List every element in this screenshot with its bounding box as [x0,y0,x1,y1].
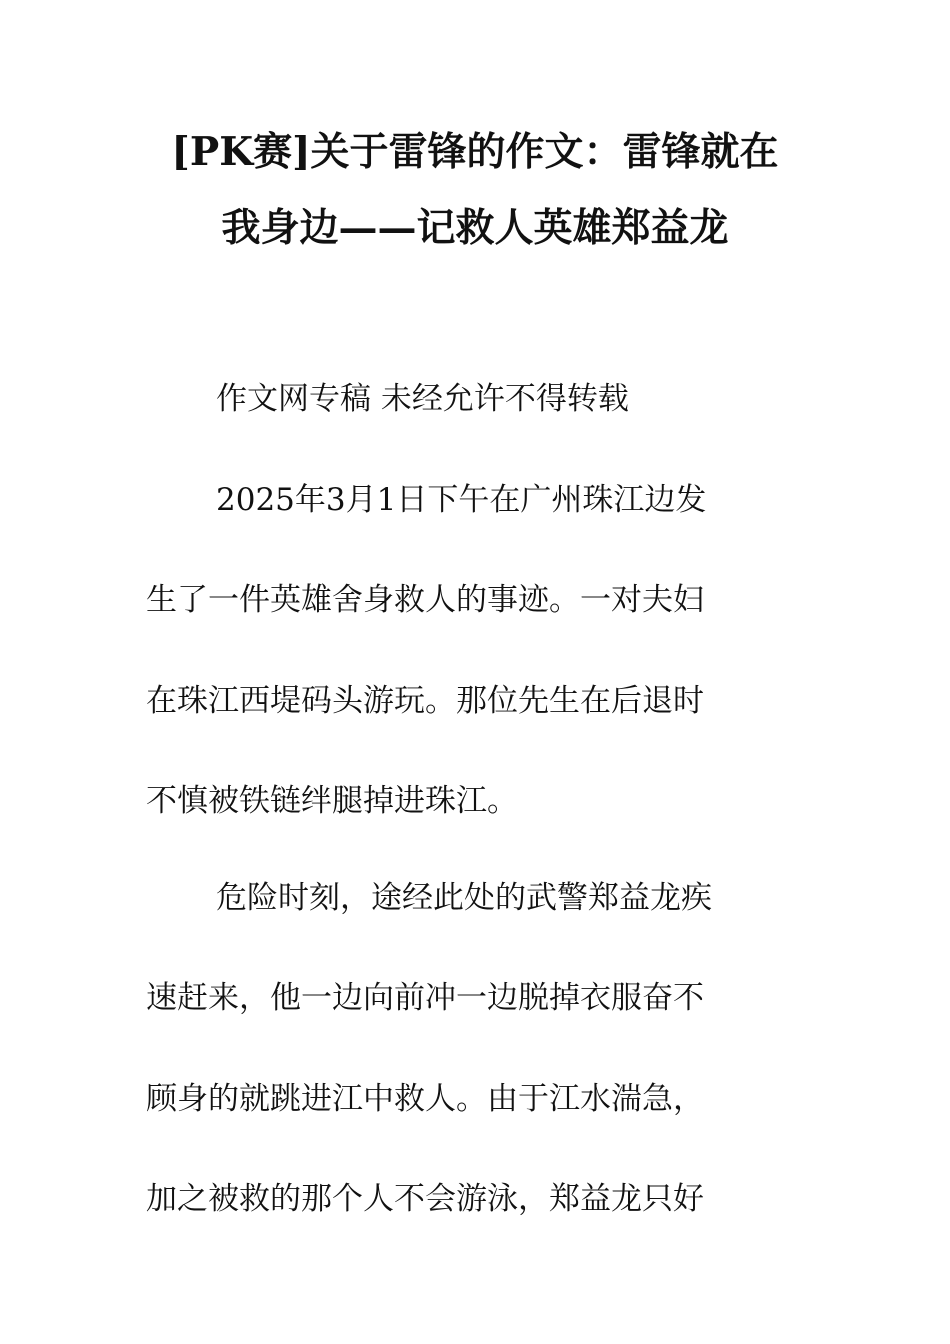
paragraph-line: 顾身的就跳进江中救人。由于江水湍急， [146,1081,704,1117]
title-line-1: [PK赛]关于雷锋的作文：雷锋就在 [171,129,779,175]
paragraph-line: 速赶来，他一边向前冲一边脱掉衣服奋不 [146,980,704,1016]
document-title [130,114,820,266]
paragraph-line: 加之被救的那个人不会游泳，郑益龙只好 [146,1181,704,1217]
paragraph-line: 不慎被铁链绊腿掉进珠江。 [146,783,518,819]
paragraph-line: 2025年3月1日下午在广州珠江边发 [216,482,707,518]
paragraph-line: 在珠江西堤码头游玩。那位先生在后退时 [146,683,704,719]
paragraph-line: 危险时刻，途经此处的武警郑益龙疾 [216,880,712,916]
title-line-2: 我身边——记救人英雄郑益龙 [221,205,729,251]
byline: 作文网专稿 未经允许不得转载 [216,381,629,417]
paragraph-line: 生了一件英雄舍身救人的事迹。一对夫妇 [146,582,704,618]
